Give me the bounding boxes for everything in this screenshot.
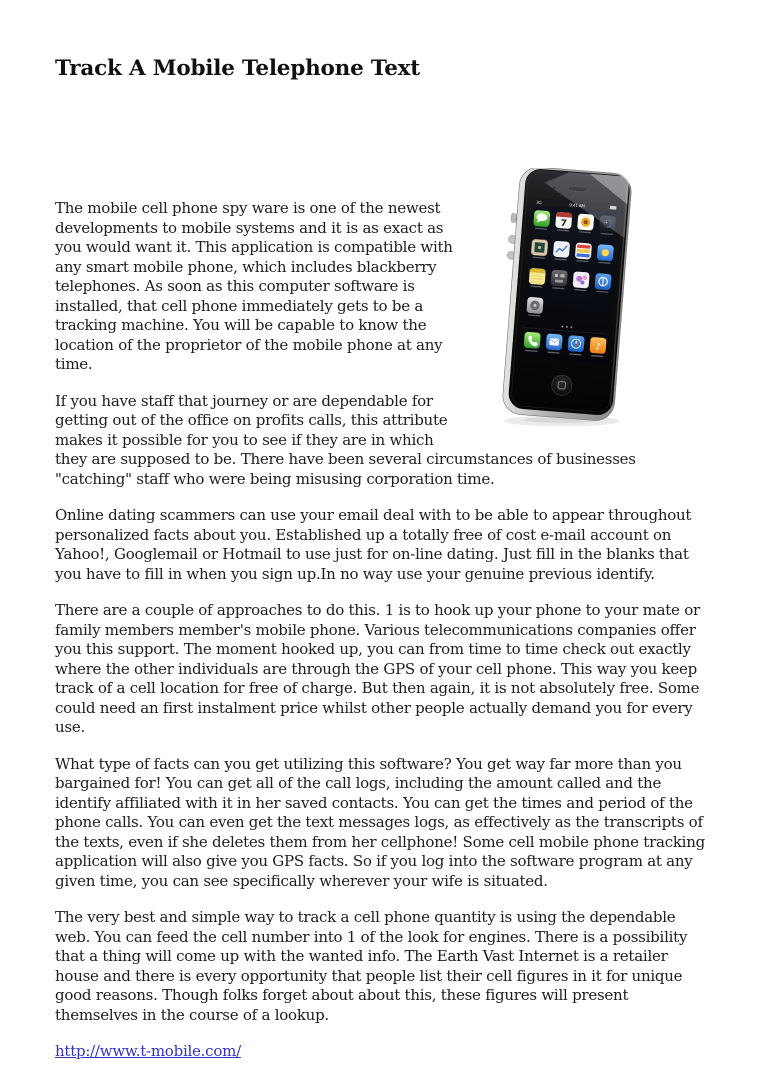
svg-text:♪: ♪: [594, 342, 602, 353]
status-carrier-label: 3G: [535, 199, 542, 206]
link-paragraph: [55, 1042, 712, 1062]
game-center-app-icon: [573, 271, 590, 288]
messages-app-icon: [533, 210, 550, 227]
document-title: Track A Mobile Telephone Text: [55, 56, 421, 81]
body-paragraph: There are a couple of approaches to do this. 1 is to hook up your phone to your mate or family members member's mobile phone. Various telecommunications companies offer you this support. The moment hooked up, you can from time to time check out exactly where the other individuals are through the GPS of your cell phone. This way you keep track of a cell location for free of charge. But then again, it is not absolutely free. Some could need an first instalment price whilst other people actually demand you for every use.: [55, 601, 700, 736]
photo-booth-app-icon: [531, 239, 548, 256]
body-paragraph: If you have staff that journey or are dependable for getting out of the office on profits calls, this attribute makes it possible for you to see if they are in which they are supposed to be. There have been several circumstances of businesses "catching" staff who were being misusing corporation time.: [55, 391, 636, 488]
weather-app-icon: [597, 244, 614, 261]
photos-app-icon: [577, 213, 594, 230]
app-store-app-icon: [594, 273, 611, 290]
safari-app-icon: [568, 335, 585, 352]
notes-app-icon: [529, 268, 546, 285]
iphone-product-photo: [474, 168, 712, 436]
t-mobile-link[interactable]: http://www.t-mobile.com/: [55, 1042, 241, 1060]
mail-app-icon: [546, 333, 563, 350]
utilities-folder-icon: [551, 270, 568, 287]
body-paragraph: What type of facts can you get utilizing this software? You get way far more than you bargained for! You can get all of the call logs, including the amount called and the identify affiliated with it in her saved contacts. You can get the times and period of the phone calls. You can even get the text messages logs, as effectively as the transcripts of the texts, even if she deletes them from her cellphone! Some cell mobile phone tracking application will also give you GPS facts. So if you log into the software program at any given time, you can see specifically wherever your wife is situated.: [55, 754, 705, 890]
ipod-app-icon: [589, 337, 606, 354]
settings-app-icon: [526, 297, 543, 314]
iphone-illustration: [474, 168, 712, 436]
calendar-day-number: 7: [560, 218, 567, 230]
body-paragraph: The mobile cell phone spy ware is one of the newest developments to mobile systems and it is as exact as you would want it. This application is compatible with any smart mobile phone, which includes blackberry telephones. As soon as this computer software is installed, that cell phone immediately gets to be a tracking machine. You will be capable to know the location of the proprietor of the mobile phone at any time.: [55, 199, 453, 373]
body-paragraph: Online dating scammers can use your email deal with to be able to appear throughout personalized facts about you. Established up a totally free of cost e-mail account on Yahoo!, Googlemail or Hotmail to use just for on-line dating. Just fill in the blanks that you have to fill in when you sign up.In no way use your genuine previous identify.: [55, 506, 692, 583]
calendar-app-icon: [555, 212, 572, 230]
media-app-icon: [575, 242, 592, 259]
phone-app-icon: [524, 332, 541, 349]
mute-switch: [511, 213, 517, 222]
status-time-label: 9:41 AM: [569, 202, 585, 209]
stocks-app-icon: [553, 241, 570, 258]
body-paragraph: The very best and simple way to track a cell phone quantity is using the dependable web. You can feed the cell number into 1 of the look for engines. There is a possibility that a thing will come up with the wanted info. The Earth Vast Internet is a retailer house and there is every opportunity that people list their cell figures in it for unique good reasons. Though folks forget about about this, these figures will present themselves in the course of a lookup.: [55, 908, 688, 1024]
